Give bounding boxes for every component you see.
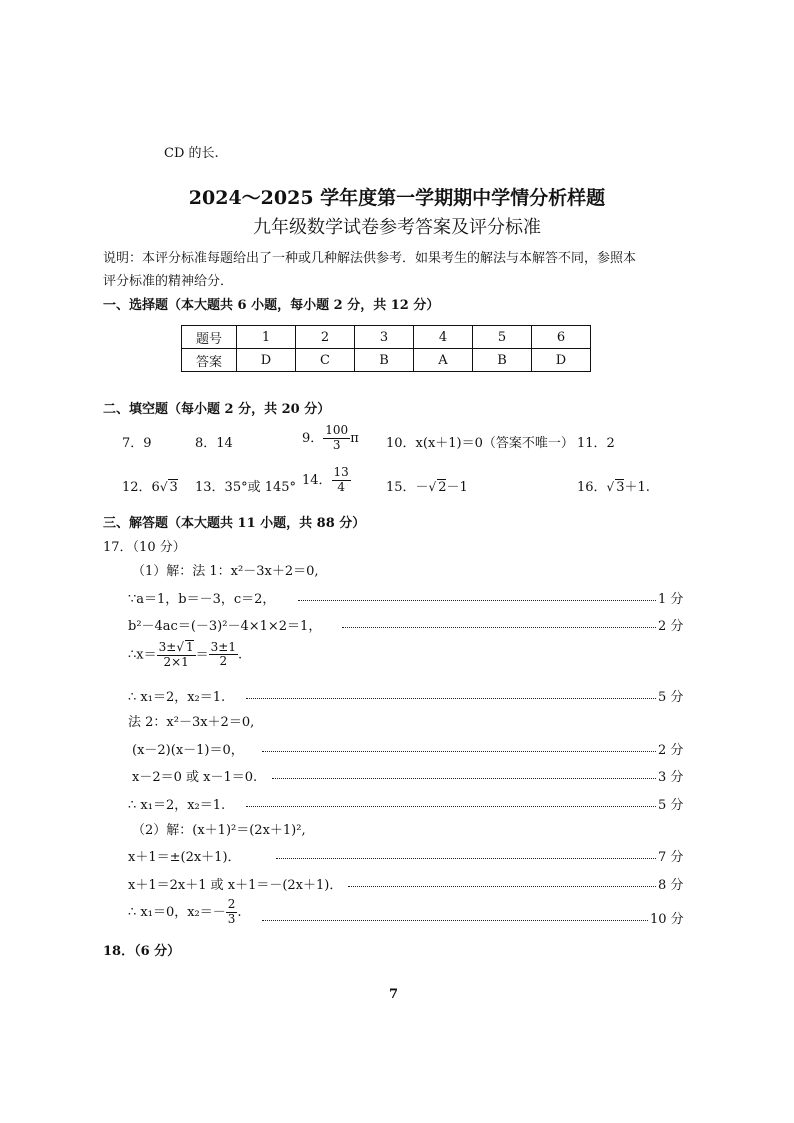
q17-m1-discriminant: b²－4ac＝(－3)²－4×1×2＝1， [128,619,322,634]
period: . [237,647,243,663]
score-leader-dots [246,698,656,699]
fill-answer-13: 13．35°或 145° [195,480,297,495]
answer-cell: D [532,349,591,372]
answer-cell: B [473,349,532,372]
q17-part2-roots [128,898,242,927]
numerator: 3±√ 1 [158,640,194,654]
score-leader-dots [262,920,648,921]
denominator: 3 [332,437,341,452]
section2-heading: 二、填空题（每小题 2 分，共 20 分） [103,402,331,417]
answer-cell: D [237,349,296,372]
radicand: 2 [438,480,447,495]
prev-question-tail: CD 的长. [164,146,219,161]
q17-header: 17．（10 分） [103,540,186,555]
numerator: 3±1 [210,639,236,654]
choice-answer-table [181,325,591,372]
fill-answer-16: 16．√ 3＋1. [577,480,650,495]
roots-prefix: ∴ x₁＝0，x₂＝－ [128,904,226,920]
fraction [323,424,350,453]
question-number-cell: 4 [414,326,473,349]
period: . [237,904,242,920]
answer-cell: C [296,349,355,372]
question-number-cell: 6 [532,326,591,349]
score-label: 2 分 [658,743,684,758]
radicand: 1 [185,640,194,654]
q17-m1-roots: ∴ x₁＝2，x₂＝1. [128,690,226,705]
denominator: 2×1 [163,654,189,669]
answer-label: 15．－ [386,480,429,495]
equals-sign: ＝ [195,647,209,663]
q17-part2-intro: （2）解：(x＋1)²＝(2x＋1)², [132,823,306,838]
score-label: 1 分 [658,592,684,607]
score-leader-dots [298,600,656,601]
q17-m1-coefficients: ∵a＝1，b＝－3，c＝2， [128,592,276,607]
fill-answer-9 [302,424,359,453]
score-leader-dots [246,806,656,807]
answer-cell: A [414,349,473,372]
score-label: 5 分 [658,690,684,705]
score-label: 5 分 [658,798,684,813]
denominator: 2 [219,654,228,669]
note-line-1: 说明：本评分标准每题给出了一种或几种解法供参考．如果考生的解法与本解答不同，参照本 [103,251,637,266]
fill-answer-7: 7．9 [122,436,152,451]
formula-prefix: ∴x＝ [128,647,157,663]
fraction [226,898,238,927]
answer-cell: B [355,349,414,372]
score-label: 7 分 [658,850,684,865]
score-label: 8 分 [658,878,684,893]
denominator: 4 [337,479,345,494]
fill-answer-15: 15．－√ 2－1 [386,480,468,495]
fraction [157,640,196,670]
q17-part2-split: x＋1＝2x＋1 或 x＋1＝－(2x＋1)． [128,878,343,893]
exam-subtitle: 九年级数学试卷参考答案及评分标准 [253,217,541,238]
answer-label: 9． [302,430,324,446]
page-number: 7 [389,987,399,1002]
question-number-cell: 5 [473,326,532,349]
answer-label: 12．6 [122,480,160,495]
pi-symbol: π [350,430,359,446]
fill-answer-10: 10．x(x＋1)＝0（答案不唯一） [386,436,574,451]
fill-answer-14 [302,466,351,495]
denominator: 3 [227,911,236,926]
q17-m2-roots: ∴ x₁＝2，x₂＝1. [128,798,226,813]
score-leader-dots [342,627,656,628]
q18-header: 18．（6 分） [103,944,181,959]
section3-heading: 三、解答题（本大题共 11 小题，共 88 分） [103,516,366,531]
score-leader-dots [262,751,656,752]
score-label: 2 分 [658,619,684,634]
fraction [332,466,351,495]
score-leader-dots [272,778,656,779]
answer-label: 16． [577,480,607,495]
fill-answer-8: 8．14 [195,436,233,451]
table-row [182,326,591,349]
fill-answer-12: 12．6√ 3 [122,480,178,495]
question-number-cell: 2 [296,326,355,349]
question-number-cell: 3 [355,326,414,349]
answer-label: 14． [302,472,332,488]
section1-heading: 一、选择题（本大题共 6 小题，每小题 2 分，共 12 分） [103,298,440,313]
exam-title: 2024～2025 学年度第一学期期中学情分析样题 [188,187,606,209]
note-line-2: 评分标准的精神给分． [103,274,234,289]
q17-m2-factor: (x－2)(x－1)＝0， [132,743,244,758]
q17-m2-split: x－2＝0 或 x－1＝0. [132,770,258,785]
table-row [182,349,591,372]
score-label: 10 分 [650,912,684,927]
q17-m1-root-formula [128,640,242,670]
radicand: 3 [169,480,178,495]
score-leader-dots [276,858,656,859]
q17-m2-intro: 法 2：x²－3x＋2＝0, [128,715,255,730]
fraction [209,641,238,670]
fill-answer-11: 11．2 [577,436,615,451]
numerator: 2 [227,897,236,911]
answer-suffix: －1 [446,480,468,495]
row-header-question: 题号 [182,326,237,349]
numerator: 13 [333,465,349,479]
question-number-cell: 1 [237,326,296,349]
numerator-text: 3± [158,640,177,654]
row-header-answer: 答案 [182,349,237,372]
q17-part2-plus-minus: x＋1＝±(2x＋1)． [128,850,241,865]
radicand: 3 [616,480,625,495]
q17-part1-intro: （1）解：法 1：x²－3x＋2＝0, [132,564,319,579]
numerator: 100 [325,423,349,437]
answer-suffix: ＋1. [624,480,650,495]
score-leader-dots [348,886,656,887]
score-label: 3 分 [658,770,684,785]
